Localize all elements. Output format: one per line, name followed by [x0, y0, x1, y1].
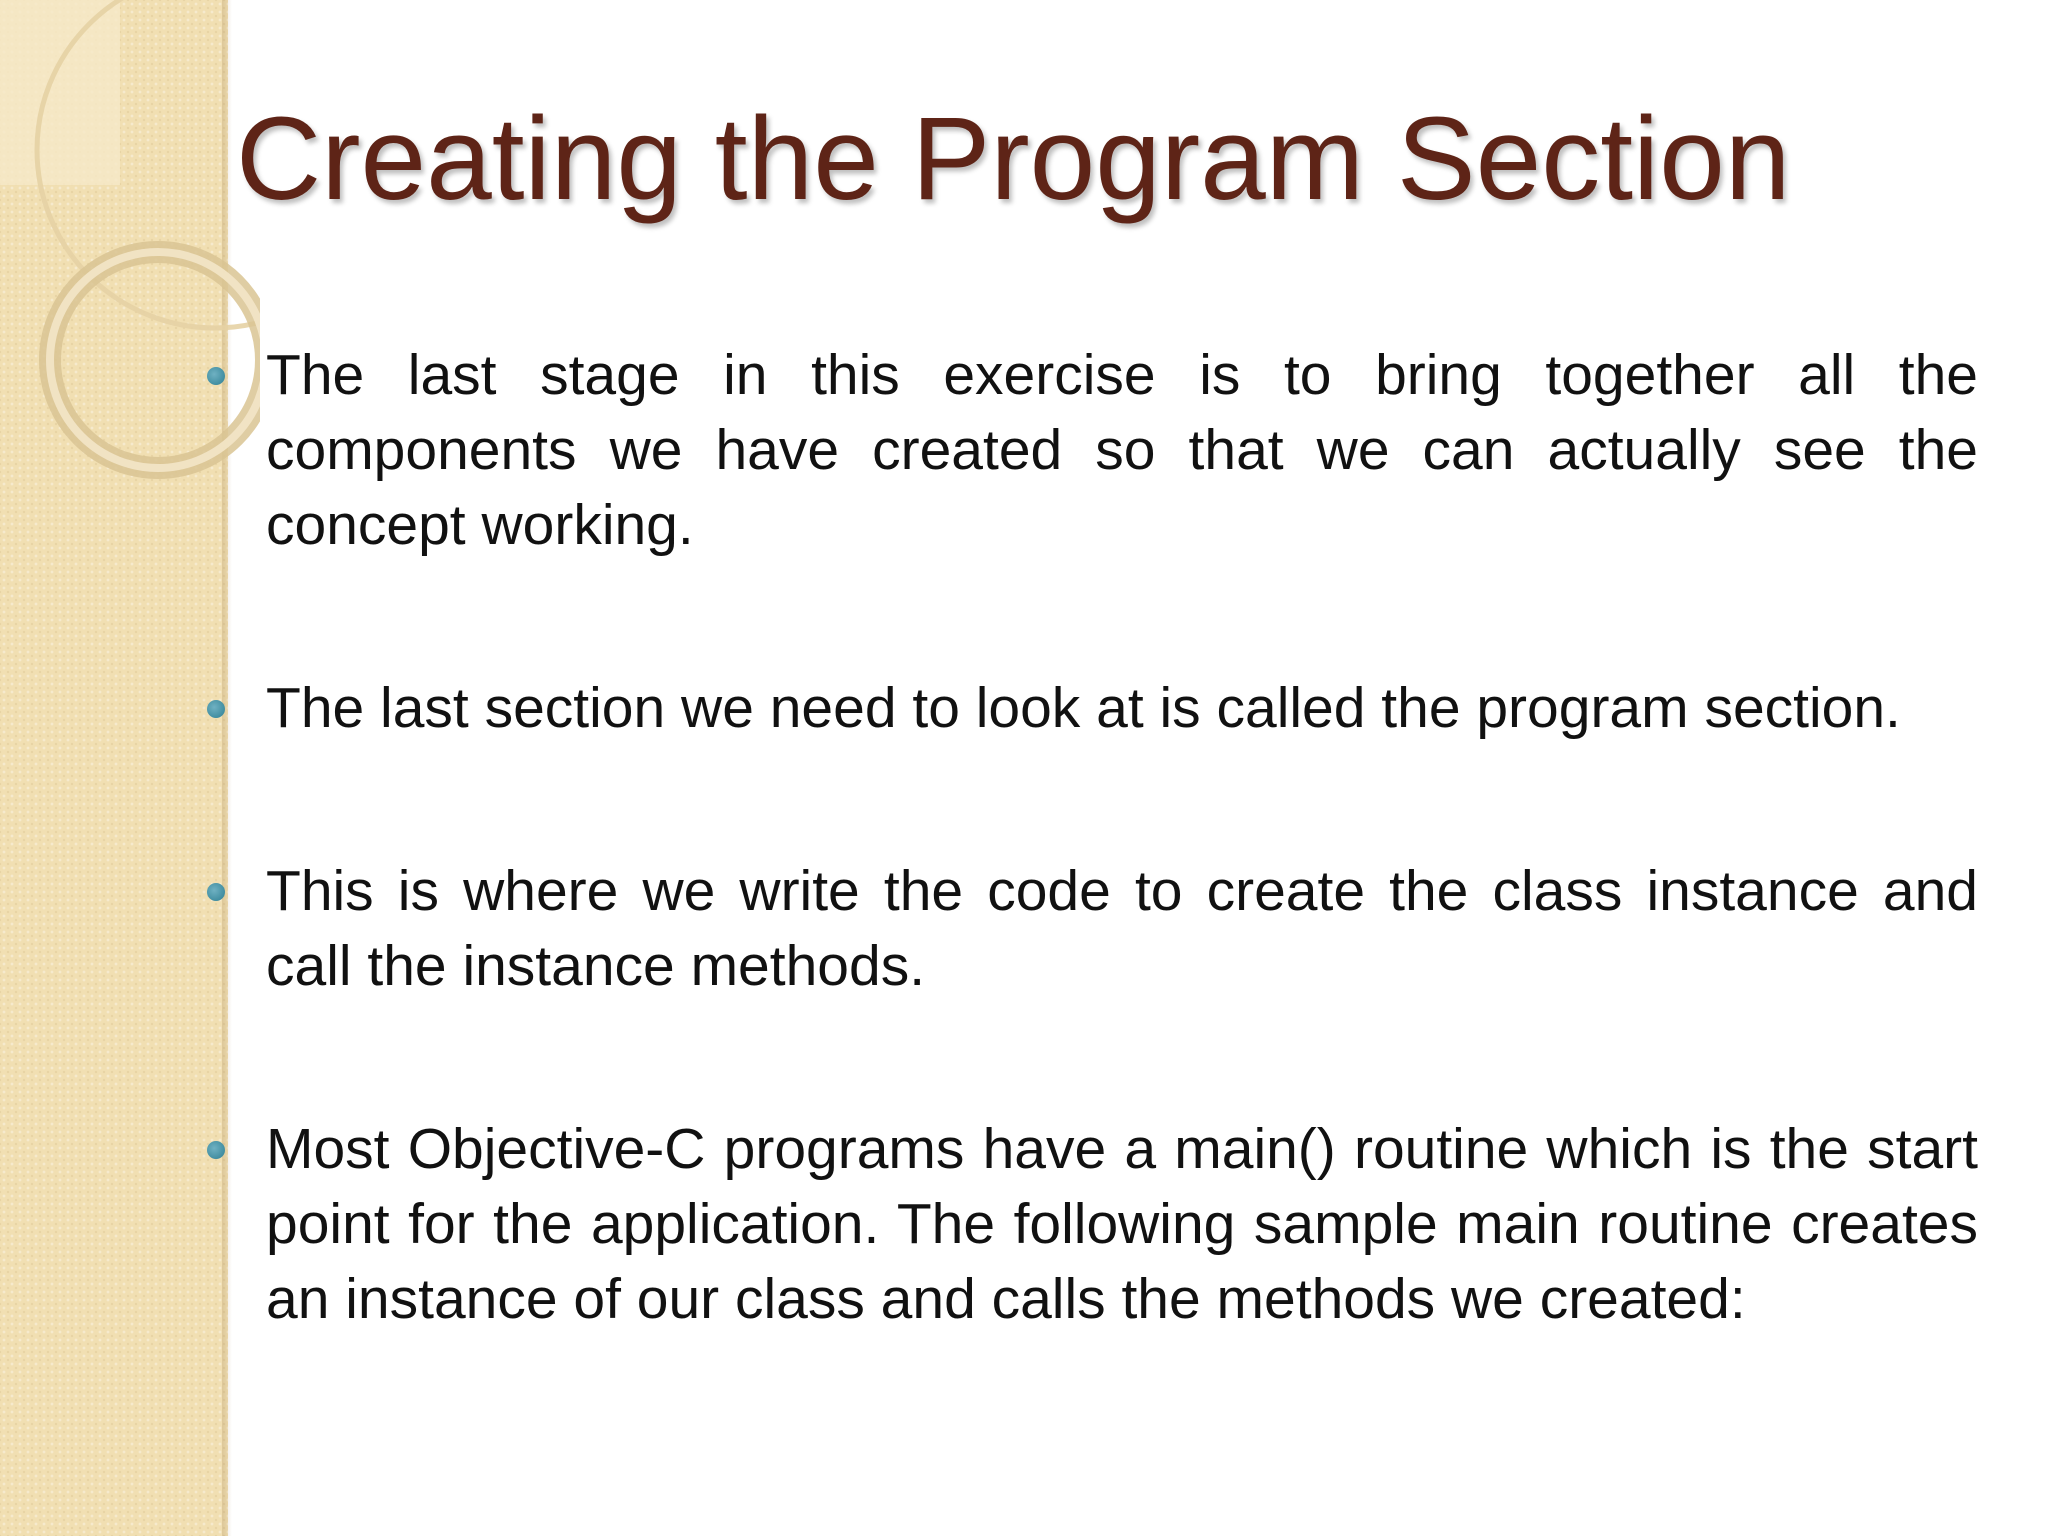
bullet-text: The last section we need to look at is called the program section.: [266, 676, 1901, 740]
bullet-list: [266, 338, 1978, 1337]
bullet-marker-icon: [207, 367, 225, 385]
bullet-text: Most Objective-C programs have a main() routine which is the start point for the application. The following sample main routine creates an instance of our class and calls the methods we created:: [266, 1117, 1978, 1331]
decorative-rings: [0, 0, 260, 520]
slide-title: Creating the Program Section: [236, 93, 1791, 225]
bullet-marker-icon: [207, 700, 225, 718]
bullet-text: This is where we write the code to create the class instance and call the instance methods.: [266, 859, 1978, 998]
bullet-marker-icon: [207, 1141, 225, 1159]
bullet-item: [266, 854, 1978, 1004]
decorative-corner-block: [0, 0, 120, 185]
bullet-item: [266, 338, 1978, 563]
bullet-text: The last stage in this exercise is to bring together all the components we have created so that we can actually see the concept working.: [266, 343, 1978, 557]
bullet-marker-icon: [207, 883, 225, 901]
bullet-item: [266, 1112, 1978, 1337]
bullet-item: [266, 671, 1978, 746]
